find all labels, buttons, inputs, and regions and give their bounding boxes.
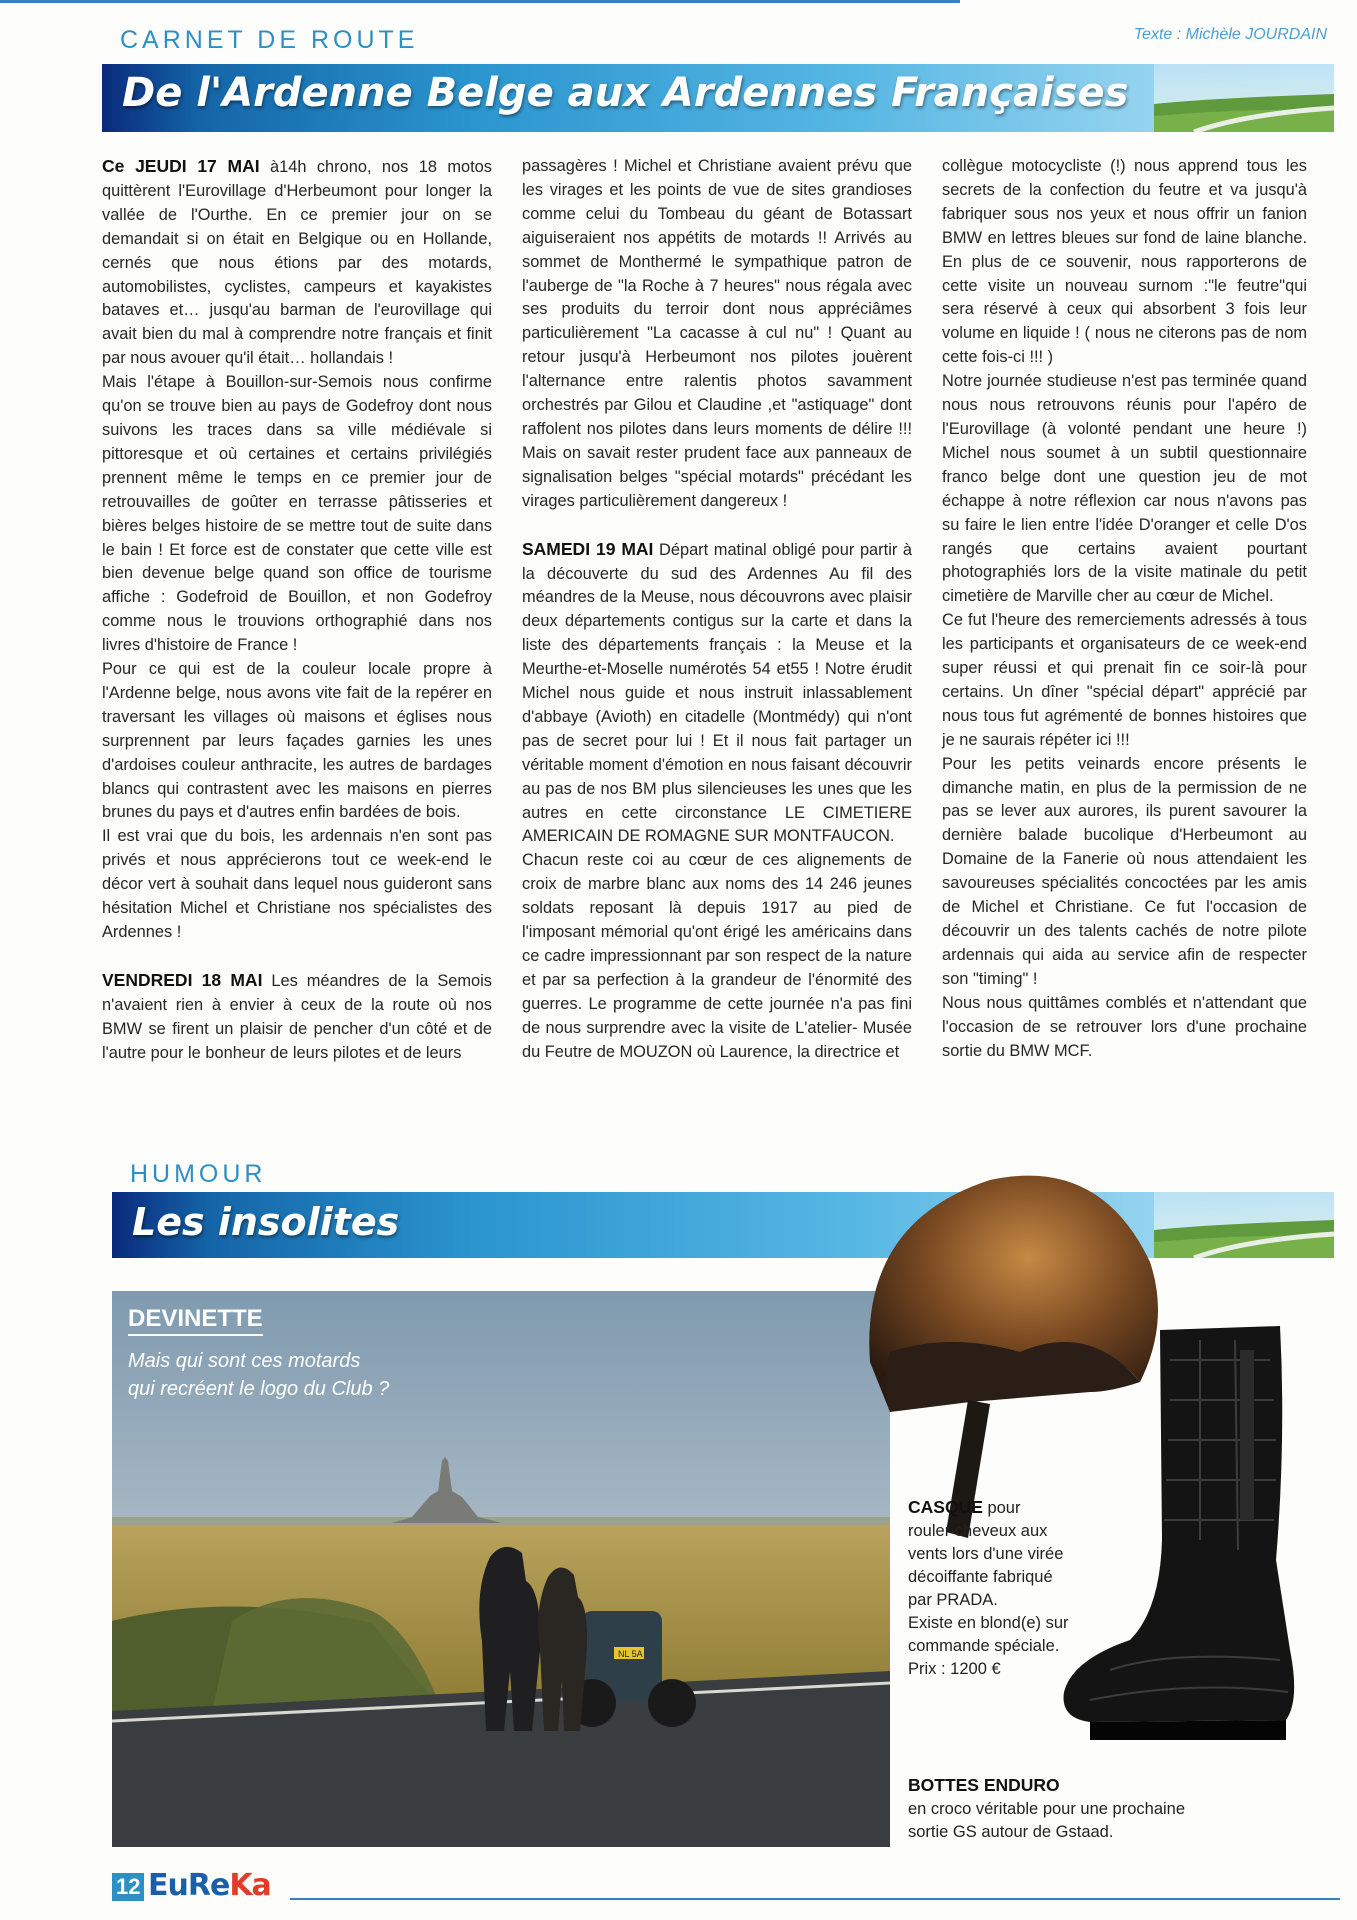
devinette-photo [112,1291,890,1847]
paragraph: SAMEDI 19 MAI Départ matinal obligé pour partir à la découverte du sud des Ardennes Au fil des méandres de la Meuse, nous découvrons avec plaisir deux départements contigus sur la carte et dans la liste des départements français : la Meuse et la Meurthe-et-Moselle numérotés 54 et55 ! Notre érudit Michel nous guide et nous instruit inlassablement d'abbaye (Avioth) en citadelle (Montmédy) qui n'ont pas de secret pour lui ! Et il nous fait partager un véritable moment d'émotion en nous faisant découvrir au pas de nos BM plus silencieuses les unes que les autres en cette circonstance LE CIMETIERE AMERICAIN DE ROMAGNE SUR MONTFAUCON. [522,538,912,846]
page-number: 12 [112,1873,144,1901]
bottes-lead: BOTTES ENDURO [908,1775,1060,1795]
page-title: De l'Ardenne Belge aux Ardennes Françaises [122,70,1129,116]
date-lead: Ce JEUDI 17 MAI [102,156,260,176]
paragraph: Il est vrai que du bois, les ardennais n'en sont pas privés et nous apprécierons tout ce week-end le décor vert à souhait dans lequel nous guideront sans hésitation Michel et Christiane nos spécialistes des Ardennes ! [102,827,492,941]
casque-caption: CASQUE pour rouler cheveux aux vents lors d'une virée décoiffante fabriqué par PRADA. Existe en blond(e) sur commande spéciale. Prix : 1200 € [908,1497,1069,1678]
humour-section-label: HUMOUR [130,1160,267,1188]
article-column-2 [522,155,912,1065]
footer-rule [290,1898,1340,1900]
humour-title: Les insolites [132,1200,400,1244]
date-lead: VENDREDI 18 MAI [102,969,263,990]
paragraph: Ce fut l'heure des remerciements adressés à tous les participants et organisateurs de ce week-end super réussi et qui prenait fin ce soir-là pour certains. Un dîner "spécial départ" apprécié par nous tous fut agrémenté de bonnes histoires que je ne saurais répéter ici !!! [942,611,1307,749]
paragraph: Notre journée studieuse n'est pas terminée quand nous nous retrouvons réunis pour l'apéro de l'Eurovillage (à volonté pendant une heure !) Michel nous soumet à un subtil questionnaire franco belge dont une question jeu de mot échappe à notre réflexion car nous n'avons pas su faire le lien entre l'idée D'oranger et celle D'os rangés que certains avaient pourtant photographiés lors de la visite matinale du petit cimetière de Marville cher au cœur de Michel. [942,372,1307,606]
title-banner [102,64,1334,132]
article-column-3 [942,155,1307,1063]
eureka-logo: EuReKa [148,1868,271,1903]
author-credit: Texte : Michèle JOURDAIN [1133,26,1327,43]
article-column-1 [102,155,492,1066]
paragraph: VENDREDI 18 MAI Les méandres de la Semois n'avaient rien à envier à ceux de la route où nos BMW se firent un plaisir de pencher d'un côté et de l'autre pour le bonheur de leurs pilotes et de leurs [102,969,492,1062]
section-label: CARNET DE ROUTE [120,26,419,54]
devinette-label: DEVINETTE [128,1305,263,1336]
date-lead: SAMEDI 19 MAI [522,538,654,559]
article-body [102,155,1307,1065]
top-rule [0,0,960,3]
paragraph: collègue motocycliste (!) nous apprend tous les secrets de la confection du feutre et va jusqu'à fabriquer sous nos yeux et nous offrir un fanion BMW en lettres bleues sur fond de laine blanche. En plus de ce souvenir, nous rapporterons de cette visite un nouveau surnom :"le feutre"qui sera réservé à ceux qui absorbent 3 fois leur volume en liquide ! ( nous ne citerons pas de nom cette fois-ci !!! ) [942,157,1307,367]
paragraph: Mais l'étape à Bouillon-sur-Semois nous confirme qu'on se trouve bien au pays de Godefroy dont nous suivons les traces dans sa ville médiévale si pittoresque et où certaines et certains privilégiés prennent même le temps en ce premier jour de retrouvailles de goûter en terrasse pâtisseries et bières belges histoire de se mettre tout de suite dans le bain ! Et force est de constater que cette ville est bien devenue belge quand son office de tourisme affiche : Godefroid de Bouillon, et non Godefroy comme nous le trouvions orthographié dans nos livres d'histoire de France ! [102,373,492,655]
paragraph: passagères ! Michel et Christiane avaient prévu que les virages et les points de vue de sites grandioses comme celui du Tombeau du géant de Botassart aiguiseraient nos appétits de motards !! Arrivés au sommet de Monthermé le sympathique patron de l'auberge de "la Roche à 7 heures" nous régala avec ses produits du terroir dont nous appréciâmes particulièrement "La cacasse à cul nu" ! Quant au retour jusqu'à Herbeumont nos pilotes jouèrent l'alternance entre ralentis photos savamment orchestrés par Gilou et Claudine ,et "astiquage" dont raffolent nos pilotes dans leurs moments de délire !!! Mais on savait rester prudent face aux panneaux de signalisation belges "spécial motards" précédant les virages particulièrement dangereux ! [522,157,912,510]
license-plate: NL 5A [618,1649,643,1659]
paragraph: Chacun reste coi au cœur de ces alignements de croix de marbre blanc aux noms des 14 246 jeunes soldats reposant là depuis 1917 au pied de l'imposant mémorial qu'ont érigé les américains dans ce cadre impressionnant par son respect de la nature et par sa perfection à la grandeur de l'énormité des guerres. Le programme de cette journée n'a pas fini de nous surprendre avec la visite de L'atelier- Musée du Feutre de MOUZON où Laurence, la directrice et [522,851,912,1061]
landscape-thumbnail [1154,64,1334,132]
paragraph: Pour les petits veinards encore présents le dimanche matin, en plus de la permission de ne pas se lever aux aurores, ils purent savourer la dernière balade bucolique d'Herbeumont au Domaine de la Fanerie où nous attendaient les savoureuses spécialités concoctées par les amis de Michel et Christiane. Ce fut l'occasion de découvrir un des talents cachés de notre pilote ardennais qui aida au service afin de respecter son "timing" ! [942,754,1307,988]
bottes-caption: BOTTES ENDURO en croco véritable pour une prochaine sortie GS autour de Gstaad. [908,1775,1186,1841]
landscape-thumbnail [1154,1192,1334,1258]
paragraph: Pour ce qui est de la couleur locale propre à l'Ardenne belge, nous avons vite fait de la repérer en traversant les villages où maisons et églises nous surprennent par leurs façades garnies les unes d'ardoises couleur anthracite, les autres de bardages blancs qui contrastent avec les maisons en pierres brunes du pays et d'autres enfin bardées de bois. [102,660,492,822]
devinette-question: Mais qui sont ces motards qui recréent le logo du Club ? [128,1350,390,1400]
paragraph: Ce JEUDI 17 MAI à14h chrono, nos 18 motos quittèrent l'Eurovillage d'Herbeumont pour longer la vallée de l'Ourthe. En ce premier jour on se demandait si on était en Belgique ou en Hollande, cernés que nous étions par des motards, automobilistes, cyclistes, campeurs et kayakistes bataves et… jusqu'au barman de l'eurovillage qui avait bien du mal à comprendre notre français et finit par nous avouer qu'il était… hollandais ! [102,156,492,368]
casque-lead: CASQUE [908,1497,983,1517]
paragraph: Nous nous quittâmes comblés et n'attendant que l'occasion de se retrouver lors d'une prochaine sortie du BMW MCF. [942,993,1307,1060]
